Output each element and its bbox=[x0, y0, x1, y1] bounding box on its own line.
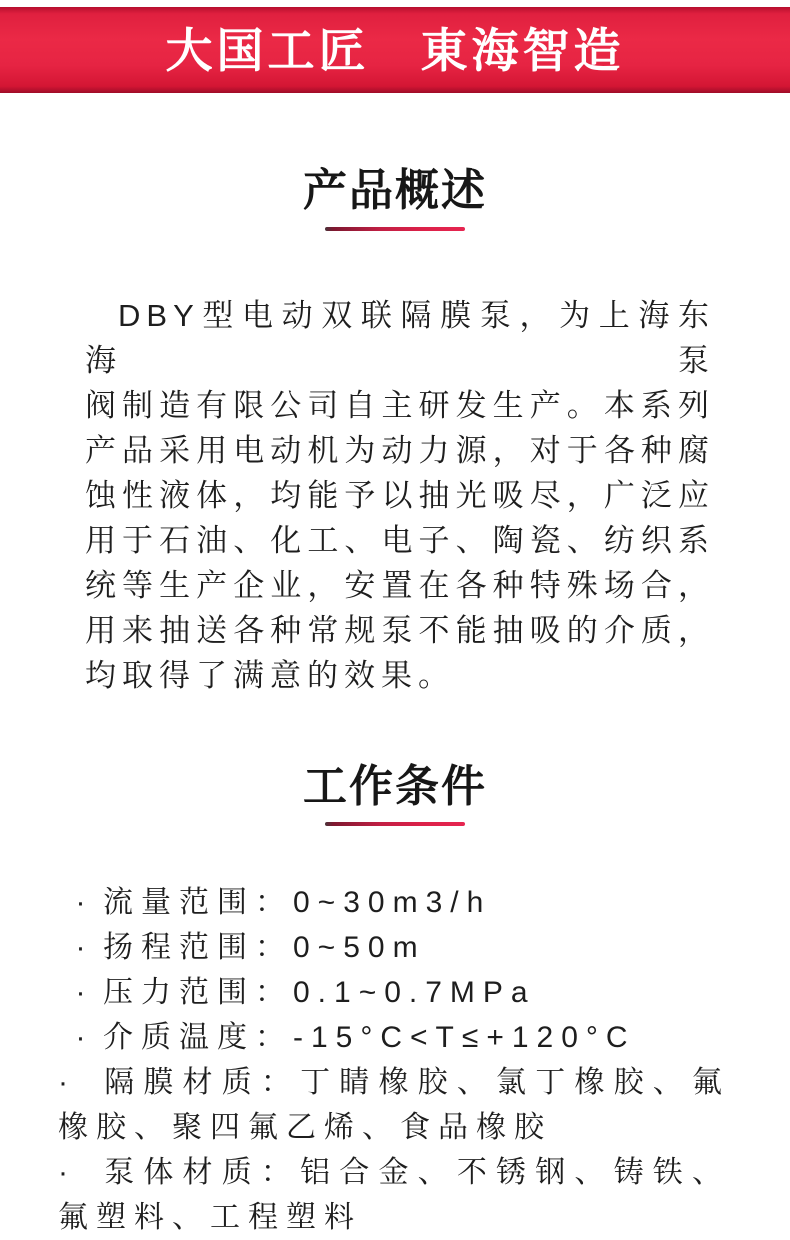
list-item-head-range bbox=[58, 925, 730, 970]
overview-section-title: 产品概述 bbox=[303, 166, 487, 215]
list-item-text: 泵体材质：铝合金、不锈钢、铸铁、 bbox=[103, 1156, 730, 1189]
bullet-dot-icon: · bbox=[75, 976, 86, 1009]
brand-banner bbox=[0, 7, 790, 93]
list-item-text: 扬程范围：0~50m bbox=[103, 931, 426, 964]
bullet-dot-icon: · bbox=[58, 1066, 68, 1099]
overview-title-underline bbox=[325, 227, 465, 231]
paragraph-line: DBY型电动双联隔膜泵，为上海东海泵 bbox=[85, 298, 715, 378]
list-item-text: 氟塑料、工程塑料 bbox=[58, 1201, 362, 1234]
list-item-text: 压力范围：0.1~0.7MPa bbox=[103, 976, 536, 1009]
conditions-list bbox=[58, 880, 730, 1240]
paragraph-line: 统等生产企业，安置在各种特殊场合， bbox=[85, 568, 715, 603]
product-detail-page bbox=[0, 7, 790, 1234]
paragraph-line: 均取得了满意的效果。 bbox=[85, 658, 455, 693]
list-item-pressure-range bbox=[58, 970, 730, 1015]
banner-title: 大国工匠 東海智造 bbox=[165, 23, 625, 77]
list-item-pump-body-material bbox=[58, 1150, 730, 1195]
list-item-pump-body-material-wrap bbox=[58, 1195, 730, 1240]
overview-paragraph bbox=[85, 293, 715, 698]
paragraph-line: 产品采用电动机为动力源，对于各种腐 bbox=[85, 433, 715, 468]
list-item-diaphragm-material bbox=[58, 1060, 730, 1105]
paragraph-line: 用来抽送各种常规泵不能抽吸的介质， bbox=[85, 613, 715, 648]
conditions-title-underline bbox=[325, 822, 465, 826]
list-item-text: 流量范围：0~30m3/h bbox=[103, 886, 492, 919]
paragraph-line: 蚀性液体，均能予以抽光吸尽，广泛应 bbox=[85, 478, 715, 513]
list-item-diaphragm-material-wrap bbox=[58, 1105, 730, 1150]
list-item-text: 隔膜材质：丁睛橡胶、氯丁橡胶、氟 bbox=[103, 1066, 730, 1099]
bullet-dot-icon: · bbox=[75, 886, 86, 919]
overview-section bbox=[0, 166, 790, 698]
bullet-dot-icon: · bbox=[75, 1021, 86, 1054]
list-item-text: 橡胶、聚四氟乙烯、食品橡胶 bbox=[58, 1111, 552, 1144]
bullet-dot-icon: · bbox=[58, 1156, 68, 1189]
list-item-text: 介质温度：-15°C<T≤+120°C bbox=[103, 1021, 636, 1054]
bullet-dot-icon: · bbox=[75, 931, 86, 964]
list-item-flow-range bbox=[58, 880, 730, 925]
paragraph-line: 用于石油、化工、电子、陶瓷、纺织系 bbox=[85, 523, 715, 558]
conditions-section-title: 工作条件 bbox=[303, 762, 487, 811]
working-conditions-section bbox=[0, 762, 790, 1240]
paragraph-line: 阀制造有限公司自主研发生产。本系列 bbox=[85, 388, 715, 423]
list-item-medium-temperature bbox=[58, 1015, 730, 1060]
